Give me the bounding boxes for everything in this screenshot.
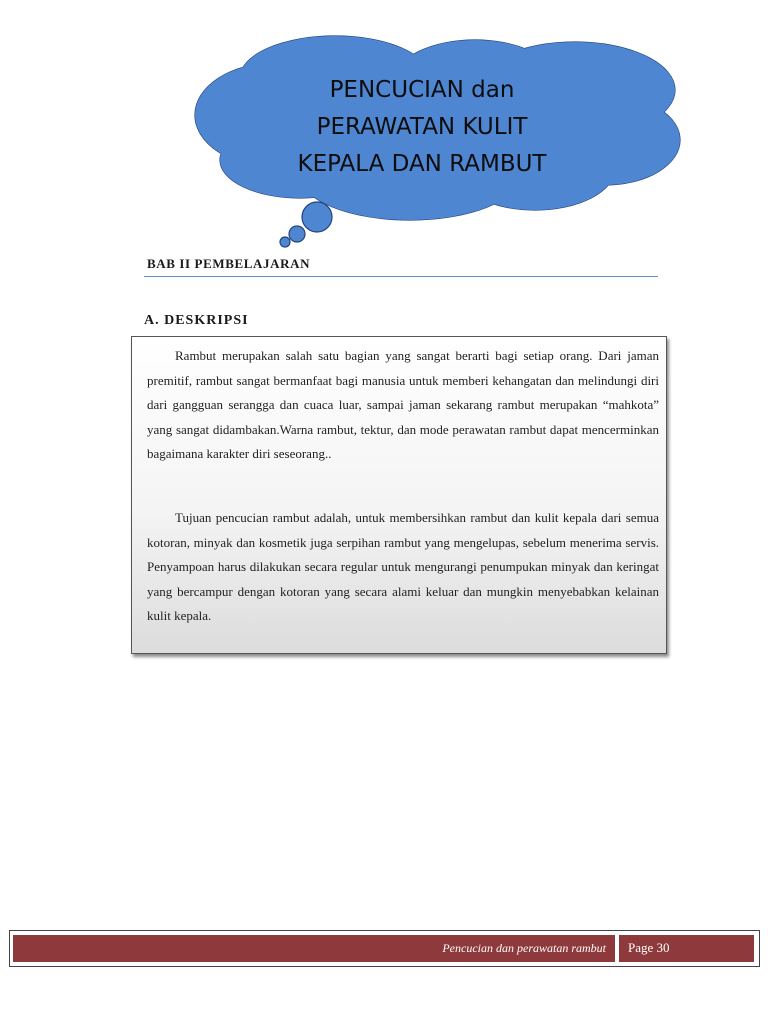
footer-divider xyxy=(615,935,619,962)
cloud-title-line-3: KEPALA DAN RAMBUT xyxy=(297,151,547,177)
cloud-title xyxy=(262,72,582,183)
chapter-heading: BAB II PEMBELAJARAN xyxy=(147,256,311,271)
thought-bubble-medium xyxy=(289,226,305,242)
thought-bubble-large xyxy=(302,202,332,232)
thought-bubble-small xyxy=(280,237,290,247)
cloud-title-line-2: PERAWATAN KULIT xyxy=(316,114,528,140)
description-box xyxy=(131,336,667,654)
footer-page-number: Page 30 xyxy=(628,940,670,955)
description-paragraph: Rambut merupakan salah satu bagian yang sangat berarti bagi setiap orang. Dari jaman premitif, rambut sangat bermanfaat bagi manusia untuk memberi kehangatan dan melindungi diri dari gangguan serangga dan cuaca luar, sampai jaman sekarang rambut merupakan “mahkota” yang sangat didambakan.Warna rambut, tektur, dan mode perawatan rambut dapat mencerminkan bagaimana karakter diri seseorang.. xyxy=(147,348,659,462)
cloud-title-line-1: PENCUCIAN dan xyxy=(329,77,515,103)
chapter-heading-rule xyxy=(144,276,658,277)
description-paragraph: Tujuan pencucian rambut adalah, untuk membersihkan rambut dan kulit kepala dari semua kotoran, minyak dan kosmetik juga serpihan rambut yang mengelupas, sebelum menerima servis. Penyampoan harus dilakukan secara regular untuk mengurangi penumpukan minyak dan keringat yang bercampur dengan kotoran yang secara alami keluar dan mungkin menyebabkan kelainan kulit kepala. xyxy=(147,510,659,624)
section-heading: A. DESKRIPSI xyxy=(144,313,249,328)
footer-document-title: Pencucian dan perawatan rambut xyxy=(442,941,606,955)
